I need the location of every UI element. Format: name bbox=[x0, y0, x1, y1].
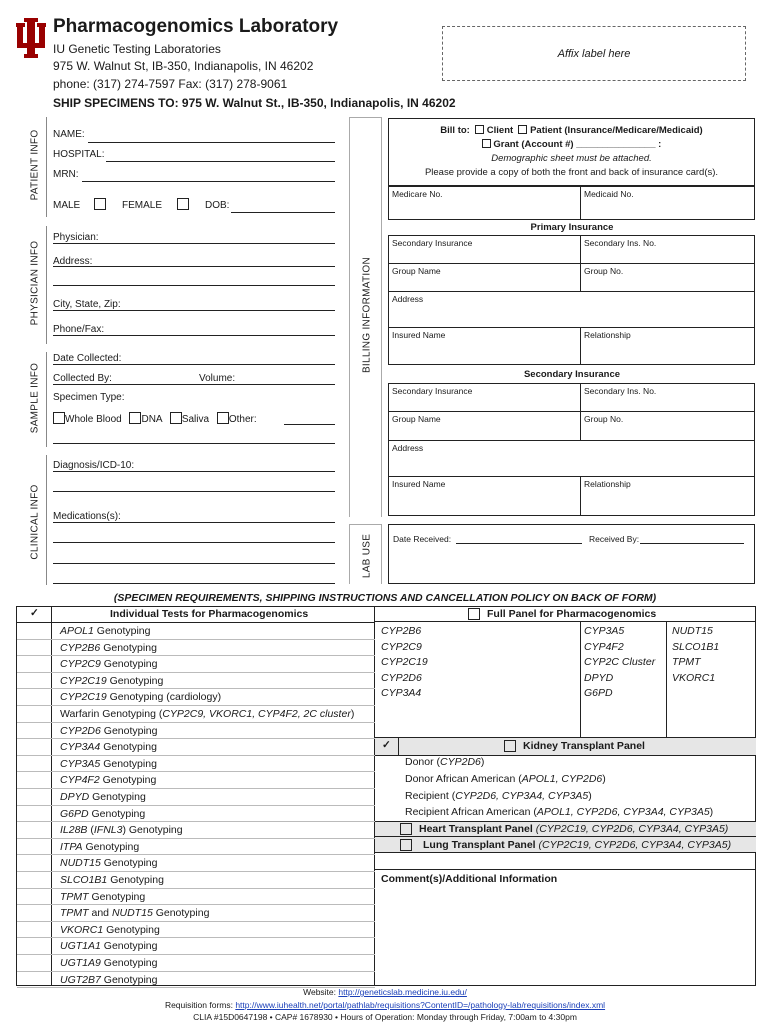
date-collected-field[interactable] bbox=[53, 364, 335, 365]
diagnosis-field-2[interactable] bbox=[53, 491, 335, 492]
section-sample-info: SAMPLE INFO bbox=[29, 362, 41, 434]
individual-test-row[interactable]: VKORC1 Genotyping bbox=[52, 922, 375, 939]
other-checkbox[interactable] bbox=[217, 412, 229, 424]
lab-title: Pharmacogenomics Laboratory bbox=[53, 16, 339, 37]
mrn-label: MRN: bbox=[53, 169, 79, 180]
section-physician-info: PHYSICIAN INFO bbox=[29, 240, 41, 326]
panel-gene: VKORC1 bbox=[672, 671, 716, 684]
s-relationship-cell[interactable]: Relationship bbox=[580, 476, 755, 516]
panel-gene: CYP2B6 bbox=[381, 625, 422, 637]
policy-note: (SPECIMEN REQUIREMENTS, SHIPPING INSTRUCTIONS AND CANCELLATION POLICY ON BACK OF FORM) bbox=[113, 592, 657, 604]
footer-requisition: Requisition forms: http://www.iuhealth.net/portal/pathlab/requisitions?ContentID=/pathology-lab/requisitions/index.xml bbox=[164, 1000, 606, 1010]
medicaid-cell[interactable]: Medicaid No. bbox=[580, 186, 755, 220]
received-by-label: Received By: bbox=[589, 534, 640, 544]
date-received-label: Date Received: bbox=[393, 534, 452, 544]
iu-logo-icon bbox=[16, 18, 46, 58]
panel-gene: CYP2C19 bbox=[381, 656, 428, 668]
individual-test-check-cell[interactable] bbox=[17, 905, 52, 922]
lab-address: 975 W. Walnut St, IB-350, Indianapolis, IN 46202 bbox=[53, 59, 314, 73]
male-checkbox[interactable] bbox=[94, 198, 106, 210]
individual-test-row[interactable]: DPYD Genotyping bbox=[52, 789, 375, 806]
specimen-extra-field[interactable] bbox=[53, 443, 335, 444]
grant-checkbox[interactable] bbox=[482, 139, 491, 148]
lab-use-box bbox=[388, 524, 755, 584]
dob-field[interactable] bbox=[231, 212, 335, 213]
s-insured-name-cell[interactable]: Insured Name bbox=[388, 476, 581, 516]
address-field-2[interactable] bbox=[53, 285, 335, 286]
s-group-name-cell[interactable]: Group Name bbox=[388, 411, 581, 441]
patient-name-field[interactable] bbox=[88, 142, 335, 143]
patient-name-label: NAME: bbox=[53, 129, 85, 140]
individual-test-check-cell[interactable] bbox=[17, 855, 52, 872]
secondary-insurance-title: Secondary Insurance bbox=[523, 369, 621, 380]
full-panel-header: Full Panel for Pharmacogenomics bbox=[487, 608, 657, 620]
s-secondary-ins-no-cell[interactable]: Secondary Ins. No. bbox=[580, 383, 755, 412]
p-group-name-cell[interactable]: Group Name bbox=[388, 263, 581, 292]
client-label: Client bbox=[486, 125, 514, 136]
lab-phone: phone: (317) 274-7597 Fax: (317) 278-9061 bbox=[53, 77, 288, 91]
bill-to-label: Bill to: bbox=[440, 125, 470, 136]
whole-blood-label: Whole Blood bbox=[65, 414, 122, 425]
individual-test-check-cell[interactable] bbox=[17, 922, 52, 939]
male-label: MALE bbox=[53, 200, 81, 211]
individual-test-check-cell[interactable] bbox=[17, 673, 52, 690]
address-field-1[interactable] bbox=[53, 266, 335, 267]
individual-test-check-cell[interactable] bbox=[17, 706, 52, 723]
hospital-field[interactable] bbox=[106, 161, 335, 162]
individual-test-row[interactable]: TPMT and NUDT15 Genotyping bbox=[52, 905, 375, 922]
medications-field-2[interactable] bbox=[53, 542, 335, 543]
grant-label: Grant (Account #) _______________ : bbox=[493, 139, 662, 150]
client-checkbox[interactable] bbox=[475, 125, 484, 134]
individual-test-row[interactable]: CYP2C19 Genotyping (cardiology) bbox=[52, 689, 375, 706]
section-patient-info: PATIENT INFO bbox=[29, 129, 41, 201]
affix-label-box[interactable]: Affix label here bbox=[442, 26, 746, 81]
received-by-field[interactable] bbox=[640, 543, 744, 544]
requisition-link[interactable]: http://www.iuhealth.net/portal/pathlab/requisitions?ContentID=/pathology-lab/requisitions/index.xml bbox=[235, 1000, 606, 1010]
individual-test-row[interactable]: UGT1A1 Genotyping bbox=[52, 938, 375, 955]
kidney-option[interactable]: Recipient African American (APOL1, CYP2D6, CYP3A4, CYP3A5) bbox=[405, 806, 714, 819]
individual-test-check-cell[interactable] bbox=[17, 772, 52, 789]
phone-fax-field[interactable] bbox=[53, 335, 335, 336]
panel-gene: CYP3A4 bbox=[381, 687, 422, 699]
primary-insurance-title: Primary Insurance bbox=[530, 222, 614, 233]
kidney-option[interactable]: Recipient (CYP2D6, CYP3A4, CYP3A5) bbox=[405, 789, 592, 802]
individual-test-row[interactable]: ITPA Genotyping bbox=[52, 839, 375, 856]
individual-test-check-cell[interactable] bbox=[17, 872, 52, 889]
individual-tests-header: Individual Tests for Pharmacogenomics bbox=[110, 608, 309, 620]
kidney-option[interactable]: Donor African American (APOL1, CYP2D6) bbox=[405, 772, 606, 785]
org-name: IU Genetic Testing Laboratories bbox=[53, 42, 221, 56]
individual-test-check-cell[interactable] bbox=[17, 839, 52, 856]
mrn-field[interactable] bbox=[82, 181, 335, 182]
individual-test-row[interactable]: APOL1 Genotyping bbox=[52, 623, 375, 640]
lung-panel-checkbox[interactable] bbox=[400, 839, 412, 851]
hospital-label: HOSPITAL: bbox=[53, 149, 105, 160]
section-lab-use: LAB USE bbox=[361, 533, 373, 579]
heart-panel-checkbox[interactable] bbox=[400, 823, 412, 835]
city-field[interactable] bbox=[53, 310, 335, 311]
medications-label: Medications(s): bbox=[53, 511, 121, 522]
s-secondary-insurance-cell[interactable]: Secondary Insurance bbox=[388, 383, 581, 412]
lung-panel-label: Lung Transplant Panel bbox=[423, 839, 536, 851]
diagnosis-label: Diagnosis/ICD-10: bbox=[53, 460, 135, 471]
dob-label: DOB: bbox=[205, 200, 230, 211]
medicare-cell[interactable]: Medicare No. bbox=[388, 186, 581, 220]
individual-test-row[interactable]: CYP3A4 Genotyping bbox=[52, 739, 375, 756]
p-secondary-ins-no-cell[interactable]: Secondary Ins. No. bbox=[580, 235, 755, 264]
patient-checkbox[interactable] bbox=[518, 125, 527, 134]
individual-test-row[interactable]: CYP2B6 Genotyping bbox=[52, 640, 375, 657]
s-address-cell[interactable]: Address bbox=[388, 440, 755, 477]
dna-label: DNA bbox=[141, 414, 163, 425]
kidney-panel-checkbox[interactable] bbox=[504, 740, 516, 752]
medications-field-3[interactable] bbox=[53, 563, 335, 564]
website-link[interactable]: http://geneticslab.medicine.iu.edu/ bbox=[338, 987, 467, 997]
individual-test-check-cell[interactable] bbox=[17, 640, 52, 657]
panel-gene: CYP2C9 bbox=[381, 640, 422, 653]
individual-test-row[interactable]: G6PD Genotyping bbox=[52, 806, 375, 823]
other-field[interactable] bbox=[284, 424, 335, 425]
individual-test-row[interactable]: TPMT Genotyping bbox=[52, 889, 375, 906]
individual-test-check-cell[interactable] bbox=[17, 938, 52, 955]
footer-clia: CLIA #15D0647198 • CAP# 1678930 • Hours of Operation: Monday through Friday, 7:00am to 4:30pm bbox=[193, 1012, 577, 1022]
lung-panel-genes: (CYP2C19, CYP2D6, CYP3A4, CYP3A5) bbox=[538, 839, 732, 851]
footer-website: Website: http://geneticslab.medicine.iu.edu/ bbox=[303, 987, 467, 997]
individual-test-check-cell[interactable] bbox=[17, 972, 52, 989]
panel-gene: CYP2D6 bbox=[381, 671, 422, 684]
individual-test-row[interactable]: NUDT15 Genotyping bbox=[52, 855, 375, 872]
saliva-label: Saliva bbox=[181, 414, 210, 425]
volume-label: Volume: bbox=[199, 373, 236, 384]
heart-panel-label: Heart Transplant Panel bbox=[419, 823, 533, 835]
p-insured-name-cell[interactable]: Insured Name bbox=[388, 327, 581, 365]
individual-test-row[interactable]: Warfarin Genotyping (CYP2C9, VKORC1, CYP4F2, 2C cluster) bbox=[52, 706, 375, 723]
ship-to: SHIP SPECIMENS TO: 975 W. Walnut St., IB-350, Indianapolis, IN 46202 bbox=[53, 96, 456, 110]
address-label: Address: bbox=[53, 256, 93, 267]
heart-panel-genes: (CYP2C19, CYP2D6, CYP3A4, CYP3A5) bbox=[535, 823, 729, 835]
individual-test-row[interactable]: IL28B (IFNL3) Genotyping bbox=[52, 822, 375, 839]
whole-blood-checkbox[interactable] bbox=[53, 412, 65, 424]
full-panel-checkbox[interactable] bbox=[468, 608, 480, 620]
physician-field[interactable] bbox=[53, 243, 335, 244]
dna-checkbox[interactable] bbox=[129, 412, 141, 424]
panel-gene: DPYD bbox=[584, 671, 614, 684]
panel-gene: NUDT15 bbox=[672, 625, 713, 637]
s-group-no-cell[interactable]: Group No. bbox=[580, 411, 755, 441]
individual-test-check-cell[interactable] bbox=[17, 955, 52, 972]
kidney-panel-header: Kidney Transplant Panel bbox=[523, 740, 645, 752]
individual-test-check-cell[interactable] bbox=[17, 723, 52, 740]
panel-gene: CYP2C Cluster bbox=[584, 656, 656, 668]
collected-by-field[interactable] bbox=[53, 384, 335, 385]
individual-test-check-cell[interactable] bbox=[17, 889, 52, 906]
saliva-checkbox[interactable] bbox=[170, 412, 182, 424]
other-label: Other: bbox=[228, 414, 257, 425]
individual-test-row[interactable]: CYP3A5 Genotyping bbox=[52, 756, 375, 773]
individual-test-check-cell[interactable] bbox=[17, 806, 52, 823]
individual-test-check-cell[interactable] bbox=[17, 656, 52, 673]
individual-test-check-cell[interactable] bbox=[17, 623, 52, 640]
insurance-copy-note: Please provide a copy of both the front and back of insurance card(s). bbox=[424, 167, 719, 178]
p-relationship-cell[interactable]: Relationship bbox=[580, 327, 755, 365]
physician-label: Physician: bbox=[53, 232, 99, 243]
section-clinical-info: CLINICAL INFO bbox=[29, 484, 41, 560]
individual-test-row[interactable]: CYP4F2 Genotyping bbox=[52, 772, 375, 789]
female-checkbox[interactable] bbox=[177, 198, 189, 210]
comments-field[interactable] bbox=[375, 885, 756, 986]
check-column-mark: ✓ bbox=[30, 607, 39, 619]
p-address-cell[interactable]: Address bbox=[388, 291, 755, 328]
individual-test-row[interactable]: UGT2B7 Genotyping bbox=[52, 972, 375, 989]
collected-by-label: Collected By: bbox=[53, 373, 112, 384]
individual-test-check-cell[interactable] bbox=[17, 689, 52, 706]
medications-field-1[interactable] bbox=[53, 522, 335, 523]
individual-test-row[interactable]: CYP2C9 Genotyping bbox=[52, 656, 375, 673]
kidney-check-mark: ✓ bbox=[382, 739, 391, 751]
bill-to-box bbox=[388, 118, 755, 186]
panel-gene: SLCO1B1 bbox=[672, 640, 720, 653]
panel-gene: G6PD bbox=[584, 687, 613, 699]
medications-field-4[interactable] bbox=[53, 583, 335, 584]
female-label: FEMALE bbox=[122, 200, 163, 211]
panel-gene: TPMT bbox=[672, 656, 701, 668]
individual-test-check-cell[interactable] bbox=[17, 789, 52, 806]
section-billing-info: BILLING INFORMATION bbox=[361, 256, 373, 374]
individual-test-row[interactable]: UGT1A9 Genotyping bbox=[52, 955, 375, 972]
individual-test-row[interactable]: SLCO1B1 Genotyping bbox=[52, 872, 375, 889]
kidney-option[interactable]: Donor (CYP2D6) bbox=[405, 756, 485, 768]
comments-label: Comment(s)/Additional Information bbox=[381, 873, 558, 885]
individual-test-check-cell[interactable] bbox=[17, 822, 52, 839]
panel-gene: CYP3A5 bbox=[584, 625, 625, 637]
date-received-field[interactable] bbox=[456, 543, 582, 544]
diagnosis-field-1[interactable] bbox=[53, 471, 335, 472]
individual-test-row[interactable]: CYP2C19 Genotyping bbox=[52, 673, 375, 690]
individual-test-row[interactable]: CYP2D6 Genotyping bbox=[52, 723, 375, 740]
patient-billing-label: Patient (Insurance/Medicare/Medicaid) bbox=[530, 125, 703, 136]
individual-test-check-cell[interactable] bbox=[17, 739, 52, 756]
date-collected-label: Date Collected: bbox=[53, 353, 122, 364]
p-secondary-insurance-cell[interactable]: Secondary Insurance bbox=[388, 235, 581, 264]
phone-fax-label: Phone/Fax: bbox=[53, 324, 105, 335]
panel-gene: CYP4F2 bbox=[584, 640, 624, 653]
p-group-no-cell[interactable]: Group No. bbox=[580, 263, 755, 292]
demographic-note: Demographic sheet must be attached. bbox=[491, 153, 652, 164]
specimen-type-label: Specimen Type: bbox=[53, 392, 125, 403]
city-label: City, State, Zip: bbox=[53, 299, 121, 310]
individual-test-check-cell[interactable] bbox=[17, 756, 52, 773]
